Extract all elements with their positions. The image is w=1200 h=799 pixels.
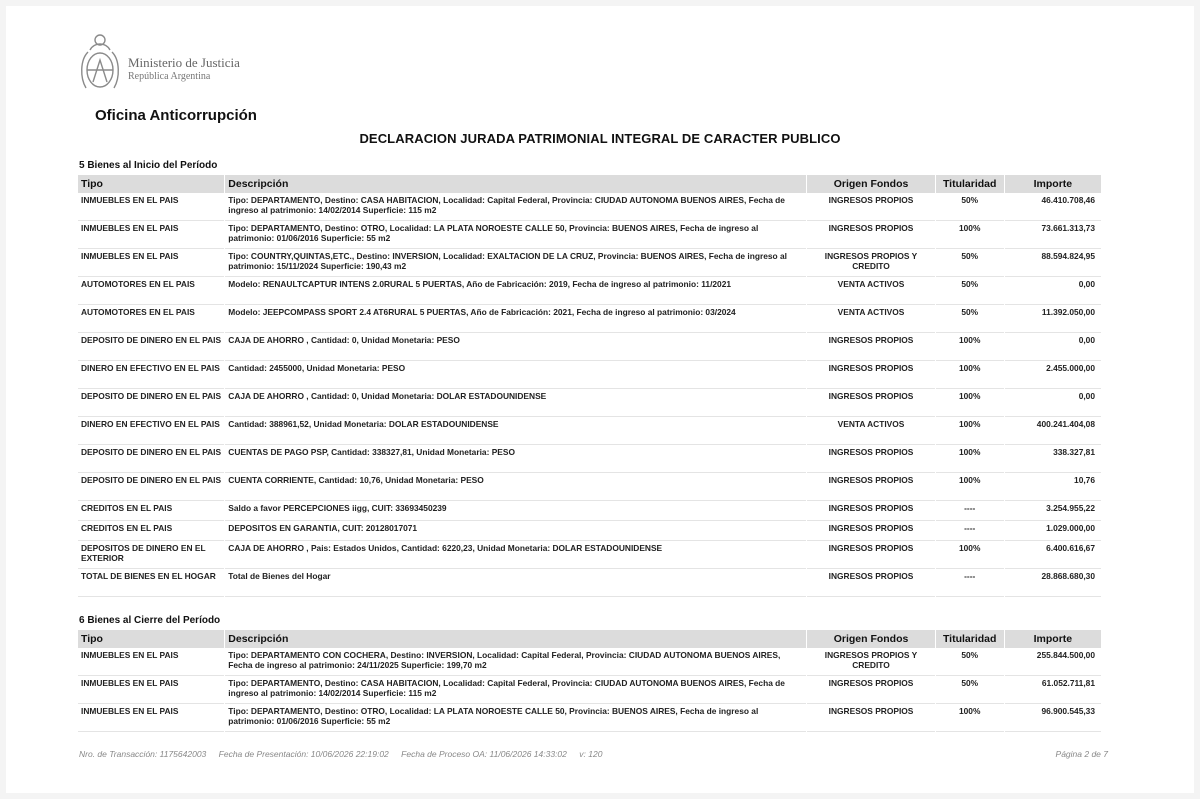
cell-tipo: INMUEBLES EN EL PAIS (78, 222, 224, 249)
cell-descripcion: Saldo a favor PERCEPCIONES iigg, CUIT: 33693450239 (225, 502, 806, 521)
office-name: Oficina Anticorrupción (95, 107, 257, 124)
col-header-descripcion: Descripción (225, 175, 806, 193)
cell-origen: INGRESOS PROPIOS (807, 502, 934, 521)
table-row (78, 502, 1101, 521)
cell-importe: 0,00 (1005, 334, 1101, 361)
cell-titularidad: ---- (936, 570, 1004, 597)
cell-descripcion: DEPOSITOS EN GARANTIA, CUIT: 20128017071 (225, 522, 806, 541)
transaction-number: Nro. de Transacción: 1175642003 (79, 749, 207, 759)
cell-importe: 46.410.708,46 (1005, 194, 1101, 221)
table-row (78, 334, 1101, 361)
table-row (78, 542, 1101, 569)
cell-descripcion: Tipo: DEPARTAMENTO, Destino: OTRO, Localidad: LA PLATA NOROESTE CALLE 50, Provincia: BUENOS AIRES, Fecha de ingreso al patrimonio: 01/06/2016 Superficie: 55 m2 (225, 705, 806, 732)
cell-tipo: DEPOSITO DE DINERO EN EL PAIS (78, 390, 224, 417)
cell-descripcion: Cantidad: 388961,52, Unidad Monetaria: DOLAR ESTADOUNIDENSE (225, 418, 806, 445)
cell-origen: INGRESOS PROPIOS (807, 570, 934, 597)
document-title: DECLARACION JURADA PATRIMONIAL INTEGRAL DE CARACTER PUBLICO (359, 131, 841, 146)
cell-importe: 255.844.500,00 (1005, 649, 1101, 676)
cell-descripcion: Tipo: DEPARTAMENTO, Destino: CASA HABITACION, Localidad: Capital Federal, Provincia: CIUDAD AUTONOMA BUENOS AIRES, Fecha de ingreso al patrimonio: 14/02/2014 Superficie: 115 m2 (225, 677, 806, 704)
cell-titularidad: 100% (936, 542, 1004, 569)
table-row (78, 649, 1101, 676)
cell-tipo: DINERO EN EFECTIVO EN EL PAIS (78, 418, 224, 445)
table-header-row (78, 175, 1101, 193)
col-header-tipo: Tipo (78, 630, 224, 648)
cell-titularidad: 50% (936, 250, 1004, 277)
cell-origen: INGRESOS PROPIOS Y CREDITO (807, 649, 934, 676)
cell-descripcion: Tipo: COUNTRY,QUINTAS,ETC., Destino: INVERSION, Localidad: EXALTACION DE LA CRUZ, Provincia: BUENOS AIRES, Fecha de ingreso al patrimonio: 15/11/2024 Superficie: 190,43 m2 (225, 250, 806, 277)
table-row (78, 705, 1101, 732)
cell-tipo: DINERO EN EFECTIVO EN EL PAIS (78, 362, 224, 389)
cell-titularidad: 100% (936, 390, 1004, 417)
cell-tipo: TOTAL DE BIENES EN EL HOGAR (78, 570, 224, 597)
cell-descripcion: Modelo: RENAULTCAPTUR INTENS 2.0RURAL 5 PUERTAS, Año de Fabricación: 2019, Fecha de ingreso al patrimonio: 11/2021 (225, 278, 806, 305)
cell-descripcion: Tipo: DEPARTAMENTO, Destino: CASA HABITACION, Localidad: Capital Federal, Provincia: CIUDAD AUTONOMA BUENOS AIRES, Fecha de ingreso al patrimonio: 14/02/2014 Superficie: 115 m2 (225, 194, 806, 221)
cell-origen: INGRESOS PROPIOS (807, 390, 934, 417)
table-header-row (78, 630, 1101, 648)
cell-origen: INGRESOS PROPIOS (807, 362, 934, 389)
cell-importe: 96.900.545,33 (1005, 705, 1101, 732)
cell-titularidad: 50% (936, 194, 1004, 221)
cell-titularidad: 50% (936, 306, 1004, 333)
page-number: Página 2 de 7 (1055, 749, 1108, 759)
table-row (78, 362, 1101, 389)
cell-origen: INGRESOS PROPIOS Y CREDITO (807, 250, 934, 277)
cell-titularidad: 50% (936, 649, 1004, 676)
cell-importe: 400.241.404,08 (1005, 418, 1101, 445)
cell-titularidad: ---- (936, 502, 1004, 521)
cell-descripcion: CAJA DE AHORRO , Cantidad: 0, Unidad Monetaria: DOLAR ESTADOUNIDENSE (225, 390, 806, 417)
cell-importe: 0,00 (1005, 278, 1101, 305)
cell-importe: 338.327,81 (1005, 446, 1101, 473)
cell-descripcion: Modelo: JEEPCOMPASS SPORT 2.4 AT6RURAL 5 PUERTAS, Año de Fabricación: 2021, Fecha de ingreso al patrimonio: 03/2024 (225, 306, 806, 333)
col-header-origen: Origen Fondos (807, 630, 934, 648)
cell-importe: 3.254.955,22 (1005, 502, 1101, 521)
cell-tipo: CREDITOS EN EL PAIS (78, 522, 224, 541)
cell-importe: 2.455.000,00 (1005, 362, 1101, 389)
cell-titularidad: 100% (936, 362, 1004, 389)
table-row (78, 474, 1101, 501)
cell-origen: VENTA ACTIVOS (807, 418, 934, 445)
cell-descripcion: CUENTA CORRIENTE, Cantidad: 10,76, Unidad Monetaria: PESO (225, 474, 806, 501)
section-6-table (77, 629, 1102, 733)
cell-titularidad: 100% (936, 222, 1004, 249)
table-row (78, 446, 1101, 473)
table-row (78, 522, 1101, 541)
cell-importe: 1.029.000,00 (1005, 522, 1101, 541)
cell-origen: INGRESOS PROPIOS (807, 522, 934, 541)
cell-titularidad: ---- (936, 522, 1004, 541)
cell-descripcion: CAJA DE AHORRO , Cantidad: 0, Unidad Monetaria: PESO (225, 334, 806, 361)
cell-descripcion: Cantidad: 2455000, Unidad Monetaria: PESO (225, 362, 806, 389)
cell-titularidad: 100% (936, 334, 1004, 361)
section-5-title: 5 Bienes al Inicio del Período (79, 160, 218, 171)
cell-tipo: AUTOMOTORES EN EL PAIS (78, 306, 224, 333)
table-row (78, 677, 1101, 704)
table-row (78, 306, 1101, 333)
cell-tipo: DEPOSITOS DE DINERO EN EL EXTERIOR (78, 542, 224, 569)
ministry-name: Ministerio de Justicia (128, 55, 240, 70)
table-row (78, 570, 1101, 597)
cell-origen: VENTA ACTIVOS (807, 278, 934, 305)
cell-importe: 28.868.680,30 (1005, 570, 1101, 597)
cell-descripcion: CUENTAS DE PAGO PSP, Cantidad: 338327,81, Unidad Monetaria: PESO (225, 446, 806, 473)
cell-tipo: DEPOSITO DE DINERO EN EL PAIS (78, 474, 224, 501)
cell-importe: 10,76 (1005, 474, 1101, 501)
cell-tipo: DEPOSITO DE DINERO EN EL PAIS (78, 446, 224, 473)
cell-tipo: INMUEBLES EN EL PAIS (78, 194, 224, 221)
cell-origen: INGRESOS PROPIOS (807, 334, 934, 361)
cell-origen: INGRESOS PROPIOS (807, 705, 934, 732)
cell-origen: INGRESOS PROPIOS (807, 194, 934, 221)
cell-origen: INGRESOS PROPIOS (807, 446, 934, 473)
col-header-origen: Origen Fondos (807, 175, 934, 193)
cell-titularidad: 50% (936, 278, 1004, 305)
presentation-date: Fecha de Presentación: 10/06/2026 22:19:02 (218, 749, 389, 759)
footer-metadata (79, 749, 612, 759)
cell-importe: 0,00 (1005, 390, 1101, 417)
cell-descripcion: Tipo: DEPARTAMENTO, Destino: OTRO, Localidad: LA PLATA NOROESTE CALLE 50, Provincia: BUENOS AIRES, Fecha de ingreso al patrimonio: 01/06/2016 Superficie: 55 m2 (225, 222, 806, 249)
col-header-importe: Importe (1005, 175, 1101, 193)
table-row (78, 418, 1101, 445)
cell-origen: VENTA ACTIVOS (807, 306, 934, 333)
cell-importe: 88.594.824,95 (1005, 250, 1101, 277)
col-header-titularidad: Titularidad (936, 175, 1004, 193)
cell-importe: 73.661.313,73 (1005, 222, 1101, 249)
cell-titularidad: 100% (936, 705, 1004, 732)
cell-tipo: CREDITOS EN EL PAIS (78, 502, 224, 521)
col-header-descripcion: Descripción (225, 630, 806, 648)
cell-origen: INGRESOS PROPIOS (807, 677, 934, 704)
cell-origen: INGRESOS PROPIOS (807, 542, 934, 569)
section-6-title: 6 Bienes al Cierre del Período (79, 615, 221, 626)
table-row (78, 222, 1101, 249)
table-row (78, 194, 1101, 221)
cell-tipo: AUTOMOTORES EN EL PAIS (78, 278, 224, 305)
cell-tipo: DEPOSITO DE DINERO EN EL PAIS (78, 334, 224, 361)
cell-titularidad: 100% (936, 418, 1004, 445)
cell-tipo: INMUEBLES EN EL PAIS (78, 250, 224, 277)
table-row (78, 390, 1101, 417)
cell-descripcion: Tipo: DEPARTAMENTO CON COCHERA, Destino: INVERSION, Localidad: Capital Federal, Provincia: CIUDAD AUTONOMA BUENOS AIRES, Fecha de ingreso al patrimonio: 24/11/2025 Superficie: 199,70 m2 (225, 649, 806, 676)
cell-descripcion: CAJA DE AHORRO , Pais: Estados Unidos, Cantidad: 6220,23, Unidad Monetaria: DOLAR ESTADOUNIDENSE (225, 542, 806, 569)
table-row (78, 278, 1101, 305)
cell-titularidad: 100% (936, 446, 1004, 473)
cell-origen: INGRESOS PROPIOS (807, 222, 934, 249)
cell-origen: INGRESOS PROPIOS (807, 474, 934, 501)
cell-titularidad: 50% (936, 677, 1004, 704)
col-header-tipo: Tipo (78, 175, 224, 193)
cell-importe: 61.052.711,81 (1005, 677, 1101, 704)
cell-tipo: INMUEBLES EN EL PAIS (78, 705, 224, 732)
col-header-importe: Importe (1005, 630, 1101, 648)
cell-tipo: INMUEBLES EN EL PAIS (78, 649, 224, 676)
section-5-table (77, 174, 1102, 598)
process-date: Fecha de Proceso OA: 11/06/2026 14:33:02 (401, 749, 567, 759)
cell-importe: 6.400.616,67 (1005, 542, 1101, 569)
version: v: 120 (579, 749, 603, 759)
country-name: República Argentina (128, 71, 211, 82)
cell-importe: 11.392.050,00 (1005, 306, 1101, 333)
cell-tipo: INMUEBLES EN EL PAIS (78, 677, 224, 704)
cell-descripcion: Total de Bienes del Hogar (225, 570, 806, 597)
col-header-titularidad: Titularidad (936, 630, 1004, 648)
table-row (78, 250, 1101, 277)
cell-titularidad: 100% (936, 474, 1004, 501)
